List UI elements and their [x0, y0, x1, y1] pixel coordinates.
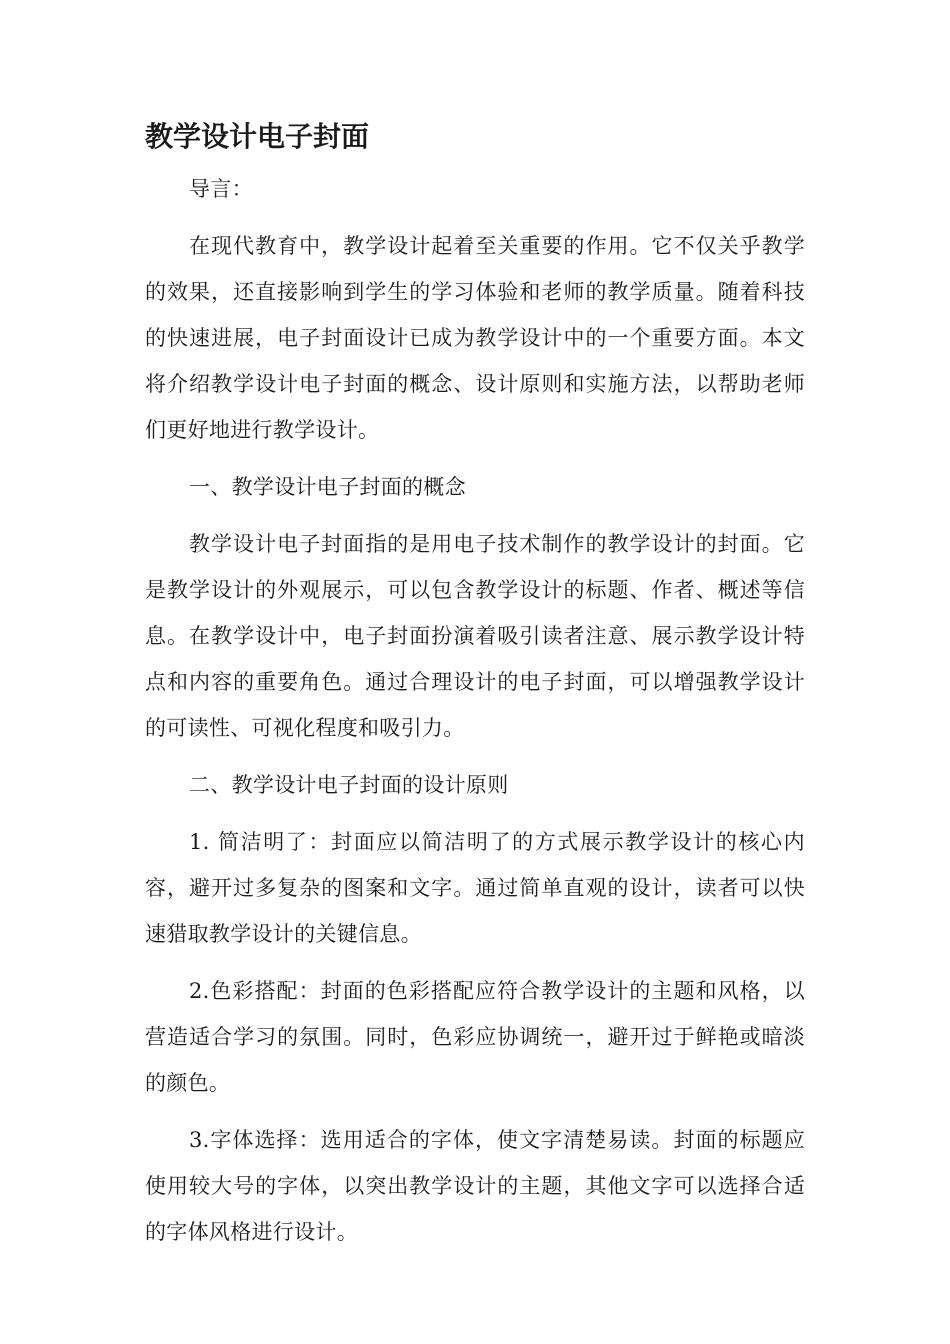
principle-item-1: 1. 简洁明了：封面应以简洁明了的方式展示教学设计的核心内容，避开过多复杂的图案和文字。通过简单直观的设计，读者可以快速猎取教学设计的关键信息。 [145, 830, 805, 946]
document-title: 教学设计电子封面 [145, 120, 370, 153]
section-heading-principles: 二、教学设计电子封面的设计原则 [189, 773, 509, 797]
document-body [145, 112, 805, 1255]
principle-item-3: 3.字体选择：选用适合的字体，使文字清楚易读。封面的标题应使用较大号的字体，以突出教学设计的主题，其他文字可以选择合适的字体风格进行设计。 [145, 1128, 805, 1244]
principle-item-2: 2.色彩搭配：封面的色彩搭配应符合教学设计的主题和风格，以营造适合学习的氛围。同时，色彩应协调统一，避开过于鲜艳或暗淡的颜色。 [145, 979, 805, 1095]
concept-paragraph: 教学设计电子封面指的是用电子技术制作的教学设计的封面。它是教学设计的外观展示，可以包含教学设计的标题、作者、概述等信息。在教学设计中，电子封面扮演着吸引读者注意、展示教学设计特点和内容的重要角色。通过合理设计的电子封面，可以增强教学设计的可读性、可视化程度和吸引力。 [145, 532, 805, 740]
section-heading-concept: 一、教学设计电子封面的概念 [189, 475, 466, 499]
intro-heading: 导言： [189, 177, 253, 201]
intro-paragraph: 在现代教育中，教学设计起着至关重要的作用。它不仅关乎教学的效果，还直接影响到学生的学习体验和老师的教学质量。随着科技的快速进展，电子封面设计已成为教学设计中的一个重要方面。本文将介绍教学设计电子封面的概念、设计原则和实施方法，以帮助老师们更好地进行教学设计。 [145, 234, 805, 442]
